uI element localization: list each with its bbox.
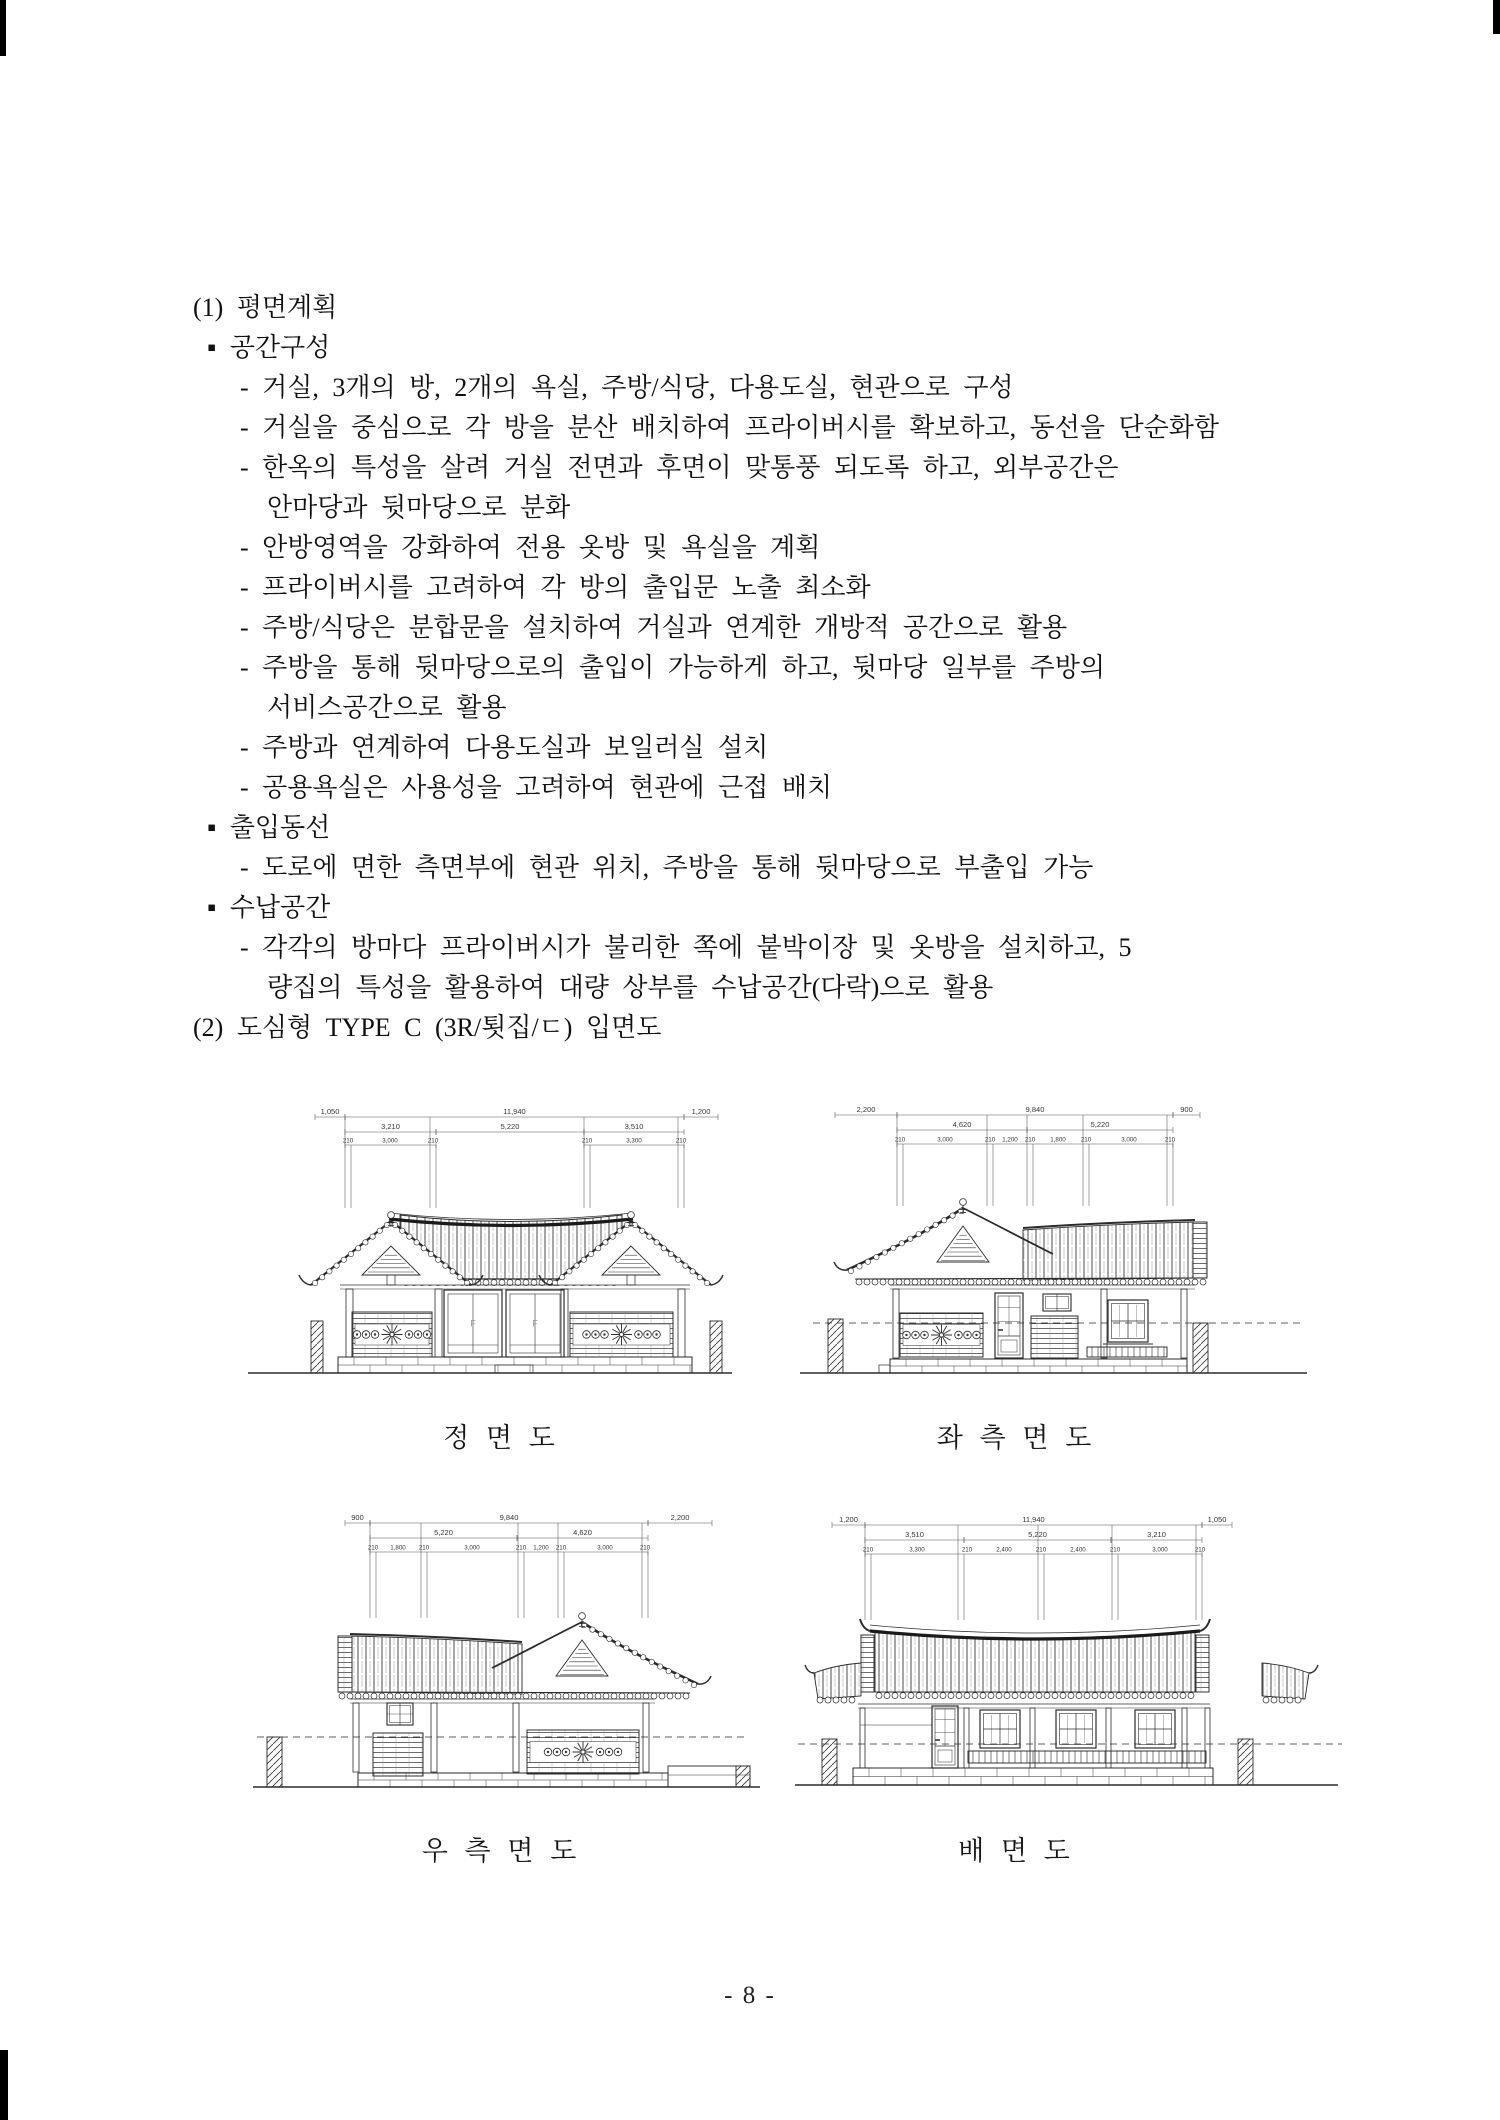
text-line: - 거실을 중심으로 각 방을 분산 배치하여 프라이버시를 확보하고, 동선을 단순화함 — [240, 413, 1219, 442]
left-side-elevation-drawing — [795, 1078, 1315, 1388]
dimension-label: 210 — [342, 1137, 354, 1145]
dimension-label: 3,000 — [1152, 1546, 1168, 1554]
dimension-label: 3,510 — [624, 1122, 644, 1131]
text-line: (1) 평면계획 — [193, 293, 338, 322]
dimension-label: 3,000 — [937, 1136, 953, 1144]
text-line: - 주방/식당은 분합문을 설치하여 거실과 연계한 개방적 공간으로 활용 — [240, 613, 1068, 642]
text-line: - 도로에 면한 측면부에 현관 위치, 주방을 통해 뒷마당으로 부출입 가능 — [240, 853, 1094, 882]
text-line: - 프라이버시를 고려하여 각 방의 출입문 노출 최소화 — [240, 573, 871, 602]
dimension-label: 210 — [862, 1546, 874, 1554]
dimension-label: 2,400 — [996, 1546, 1012, 1554]
dimension-label: 210 — [894, 1136, 906, 1144]
dimension-label: 900 — [351, 1513, 364, 1522]
text-line: 서비스공간으로 활용 — [267, 693, 507, 722]
dimension-label: 9,840 — [1025, 1105, 1045, 1114]
dimension-label: 1,800 — [390, 1544, 406, 1552]
dimension-label: 3,000 — [1121, 1136, 1137, 1144]
dimension-label: 1,200 — [839, 1515, 858, 1524]
dimension-label: 210 — [555, 1544, 567, 1552]
dimension-label: 3,000 — [382, 1137, 398, 1145]
dimension-label: 210 — [1035, 1546, 1047, 1554]
dimension-label: 3,300 — [626, 1137, 642, 1145]
rear-elevation-drawing — [790, 1492, 1350, 1802]
rear-elevation-svg — [790, 1492, 1350, 1802]
dimension-label: 5,220 — [1028, 1530, 1047, 1539]
dimension-label: 4,620 — [573, 1528, 592, 1537]
dimension-label: 3,210 — [381, 1122, 400, 1131]
dimension-label: 5,220 — [500, 1122, 520, 1131]
dimension-label: 210 — [639, 1544, 651, 1552]
dimension-label: 3,510 — [905, 1530, 924, 1539]
text-line: - 주방을 통해 뒷마당으로의 출입이 가능하게 하고, 뒷마당 일부를 주방의 — [240, 653, 1106, 682]
dimension-label: 11,940 — [1022, 1515, 1045, 1524]
dimension-label: 3,300 — [909, 1546, 925, 1554]
text-line: ▪ 공간구성 — [207, 333, 331, 362]
dimension-label: 210 — [1194, 1546, 1206, 1554]
dimension-label: 210 — [675, 1137, 687, 1145]
dimension-label: 210 — [1080, 1136, 1092, 1144]
dimension-label: 1,200 — [1002, 1136, 1018, 1144]
page-number: - 8 - — [724, 1982, 776, 2009]
dimension-label: 5,220 — [434, 1528, 453, 1537]
scan-artifact — [1493, 0, 1500, 34]
front-elevation-svg — [240, 1078, 740, 1388]
window-leaf-label: F — [470, 1318, 476, 1329]
dimension-label: 9,840 — [499, 1513, 519, 1522]
dimension-label: 2,400 — [1070, 1546, 1086, 1554]
drawing-caption: 정 면 도 — [443, 1423, 557, 1453]
dimension-label: 210 — [418, 1544, 430, 1552]
scan-artifact — [0, 2050, 8, 2120]
window-leaf-label: F — [532, 1318, 538, 1329]
dimension-label: 210 — [961, 1546, 973, 1554]
dimension-label: 11,940 — [503, 1107, 526, 1116]
text-line: - 거실, 3개의 방, 2개의 욕실, 주방/식당, 다용도실, 현관으로 구성 — [240, 373, 1014, 402]
dimension-label: 210 — [427, 1137, 439, 1145]
drawing-caption: 우 측 면 도 — [421, 1836, 579, 1866]
dimension-label: 1,200 — [691, 1107, 711, 1116]
dimension-label: 210 — [1024, 1136, 1036, 1144]
dimension-label: 5,220 — [1090, 1120, 1110, 1129]
text-line: ▪ 수납공간 — [207, 893, 331, 922]
dimension-label: 2,200 — [670, 1513, 690, 1522]
text-line: 량집의 특성을 활용하여 대량 상부를 수납공간(다락)으로 활용 — [267, 973, 994, 1002]
dimension-label: 210 — [581, 1137, 593, 1145]
dimension-label: 1,200 — [533, 1544, 549, 1552]
front-elevation-drawing — [240, 1078, 740, 1388]
drawing-caption: 좌 측 면 도 — [936, 1423, 1094, 1453]
dimension-label: 210 — [1109, 1546, 1121, 1554]
left-side-elevation-svg — [795, 1078, 1315, 1388]
text-line: - 공용욕실은 사용성을 고려하여 현관에 근접 배치 — [240, 773, 832, 802]
dimension-label: 210 — [984, 1136, 996, 1144]
dimension-label: 1,050 — [1207, 1515, 1227, 1524]
body-text-block — [193, 288, 1423, 1048]
dimension-label: 2,200 — [856, 1105, 876, 1114]
scan-artifact — [0, 0, 6, 56]
text-line: ▪ 출입동선 — [207, 813, 331, 842]
dimension-label: 3,000 — [597, 1544, 613, 1552]
dimension-label: 1,800 — [1050, 1136, 1066, 1144]
text-line: - 각각의 방마다 프라이버시가 불리한 쪽에 붙박이장 및 옷방을 설치하고, 5 — [240, 933, 1132, 962]
text-line: - 한옥의 특성을 살려 거실 전면과 후면이 맞통풍 되도록 하고, 외부공간은 — [240, 453, 1119, 482]
drawing-caption: 배 면 도 — [958, 1836, 1072, 1866]
right-side-elevation-svg — [245, 1492, 765, 1802]
text-line: - 안방영역을 강화하여 전용 옷방 및 욕실을 계획 — [240, 533, 821, 562]
text-line: 안마당과 뒷마당으로 분화 — [267, 493, 571, 522]
dimension-label: 4,620 — [952, 1120, 972, 1129]
right-side-elevation-drawing — [245, 1492, 765, 1802]
dimension-label: 3,000 — [464, 1544, 480, 1552]
dimension-label: 210 — [515, 1544, 527, 1552]
dimension-label: 1,050 — [320, 1107, 340, 1116]
dimension-label: 210 — [1164, 1136, 1176, 1144]
text-line: - 주방과 연계하여 다용도실과 보일러실 설치 — [240, 733, 769, 762]
text-line: (2) 도심형 TYPE C (3R/툇집/ㄷ) 입면도 — [193, 1013, 662, 1042]
dimension-label: 900 — [1180, 1105, 1193, 1114]
dimension-label: 3,210 — [1147, 1530, 1166, 1539]
dimension-label: 210 — [367, 1544, 379, 1552]
